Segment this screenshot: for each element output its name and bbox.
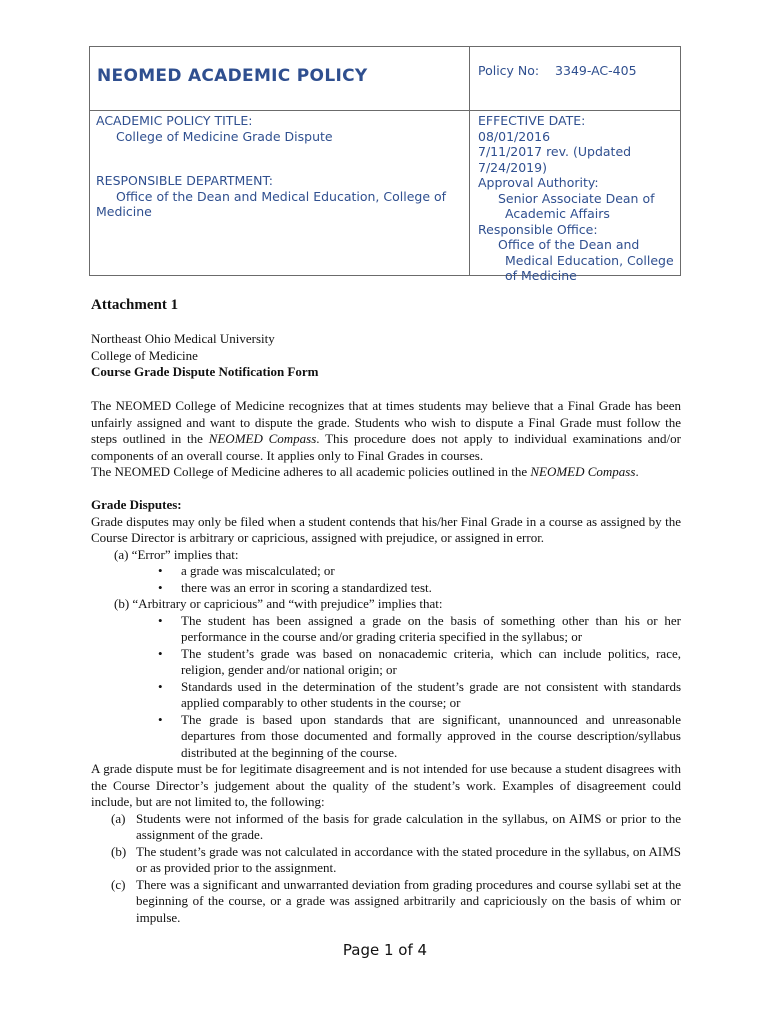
grade-disputes-heading: Grade Disputes: (91, 497, 182, 512)
intro-paragraph (91, 398, 681, 464)
list-marker: (b) (111, 843, 127, 859)
responsible-office-line-1: Office of the Dean and (498, 237, 640, 252)
list-item: • Standards used in the determination of the student’s grade are not consistent with standards applied comparably to other students in the course; or (91, 679, 681, 712)
department-label: RESPONSIBLE DEPARTMENT: (96, 173, 274, 188)
intro-text-2: . This procedure does not apply to individual examinations and/or components of an overall course. It applies only to Final Grades in courses. (91, 431, 681, 463)
responsible-office-line-2: Medical Education, College (505, 252, 674, 268)
effective-date-value: 08/01/2016 (478, 128, 551, 144)
error-list (91, 563, 681, 596)
grade-disputes-section (91, 497, 681, 926)
attachment-heading (91, 297, 681, 314)
adheres-paragraph (91, 464, 681, 481)
policy-number-value: 3349-AC-405 (555, 63, 637, 78)
adheres-compass-ref: NEOMED Compass (530, 464, 636, 479)
effective-date-label: EFFECTIVE DATE: (478, 113, 586, 128)
adheres-end: . (635, 464, 639, 479)
adheres-text: The NEOMED College of Medicine adheres to all academic policies outlined in the (91, 464, 531, 479)
policy-number (478, 63, 637, 78)
grade-disputes-paragraph: Grade disputes may only be filed when a student contends that his/her Final Grade in a course as assigned by the Course Director is arbitrary or capricious, assigned with prejudice, or assigned in error. (91, 513, 681, 545)
arbitrary-definition-label: (b) “Arbitrary or capricious” and “with prejudice” implies that: (114, 596, 443, 611)
examples-list (91, 811, 681, 927)
header-row-divider (90, 110, 680, 111)
policy-number-label: Policy No: (478, 63, 540, 78)
approval-authority-label: Approval Authority: (478, 175, 599, 190)
policy-title-label: ACADEMIC POLICY TITLE: (96, 113, 253, 128)
university-name: Northeast Ohio Medical University (91, 331, 275, 346)
list-marker: (a) (111, 810, 126, 826)
intro-block (91, 398, 681, 481)
approval-authority-line-1: Senior Associate Dean of (498, 190, 655, 206)
list-text: There was a significant and unwarranted deviation from grading procedures and course syllabi set at the beginning of the course, or a grade was assigned arbitrarily and capriciously on the basis of whim or impulse. (136, 876, 681, 925)
arbitrary-list (91, 613, 681, 762)
list-marker: (c) (111, 876, 126, 892)
approval-authority-line-2: Academic Affairs (505, 206, 610, 221)
responsible-department-block (96, 173, 446, 220)
list-item: • The student has been assigned a grade on the basis of something other than his or her performance in the course and/or grading criteria specified in the syllabus; or (91, 613, 681, 646)
list-item: • The student’s grade was based on nonacademic criteria, which can include politics, race, religion, gender and/or national origin; or (91, 646, 681, 679)
list-item: • The grade is based upon standards that are significant, unannounced and unreasonable departures from those documented and formally approved in the course description/syllabus distributed at the beginning of the course. (91, 712, 681, 762)
policy-header-title: NEOMED ACADEMIC POLICY (97, 66, 368, 86)
revision-line-2: 7/24/2019) (478, 159, 547, 175)
policy-header-table (89, 46, 681, 283)
page-number: Page 1 of 4 (342, 941, 428, 959)
revision-line-1: 7/11/2017 rev. (Updated (478, 144, 632, 159)
attachment-title: Attachment 1 (91, 297, 179, 313)
legitimate-disagreement-paragraph: A grade dispute must be for legitimate disagreement and is not intended for use because a student disagrees with the Course Director’s judgement about the quality of the student’s work. Examples of disagreement could include, but are not limited to, the following: (91, 761, 681, 809)
list-item (91, 877, 681, 927)
department-line-1: Office of the Dean and Medical Education, College of (116, 188, 447, 204)
effective-date-block (478, 113, 674, 284)
form-heading-block (91, 331, 681, 381)
list-item (91, 811, 681, 844)
header-column-divider (469, 47, 470, 275)
form-title: Course Grade Dispute Notification Form (91, 364, 319, 379)
list-text: The student’s grade was not calculated in accordance with the stated procedure in the syllabus, on AIMS or as provided prior to the assignment. (136, 843, 681, 875)
responsible-office-line-3: of Medicine (505, 268, 577, 283)
list-item: • there was an error in scoring a standardized test. (91, 580, 681, 597)
department-line-2: Medicine (96, 204, 152, 219)
intro-compass-ref: NEOMED Compass (208, 431, 317, 446)
list-item (91, 844, 681, 877)
list-text: Students were not informed of the basis for grade calculation in the syllabus, on AIMS or prior to the assignment of the grade. (136, 810, 681, 842)
list-item: • a grade was miscalculated; or (91, 563, 681, 580)
policy-title-value: College of Medicine Grade Dispute (116, 128, 333, 144)
policy-title-block (96, 113, 333, 144)
error-definition-label: (a) “Error” implies that: (114, 546, 239, 562)
college-name: College of Medicine (91, 347, 198, 363)
intro-text-1: The NEOMED College of Medicine recognizes that at times students may believe that a Final Grade has been unfairly assigned and want to dispute the grade. Students who wish to dispute a Final Grade must follow the steps outlined in the (91, 398, 681, 446)
responsible-office-label: Responsible Office: (478, 221, 598, 237)
